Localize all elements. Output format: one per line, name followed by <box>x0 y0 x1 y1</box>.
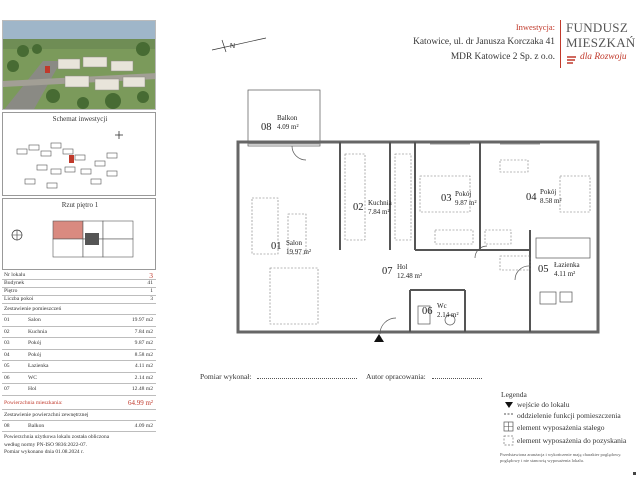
room-08-info <box>277 114 299 132</box>
room-08-label <box>261 117 272 135</box>
room-num: 05 <box>4 363 10 369</box>
room-07-area: 12.48 m² <box>397 272 423 280</box>
page-corner-mark <box>633 472 636 475</box>
row-budynek <box>2 280 156 288</box>
outside-area: 4.09 m2 <box>134 422 153 429</box>
table-row <box>2 327 156 339</box>
note-line-3: Pomiar wykonano dnia 01.08.2024 r. <box>4 449 84 455</box>
room-04-name: Pokój <box>540 188 557 196</box>
room-07-name: Hol <box>397 263 408 271</box>
room-03-area: 9.87 m² <box>455 199 477 207</box>
brand-line-1: FUNDUSZ <box>566 20 629 35</box>
outside-num: 08 <box>4 422 10 429</box>
room-06-name: Wc <box>437 302 447 310</box>
building-label: Budynek <box>4 280 25 286</box>
table-row <box>2 361 156 373</box>
room-area: 8.58 m2 <box>134 351 153 358</box>
table-row <box>2 384 156 396</box>
rooms-count-value: 3 <box>150 296 153 302</box>
optional-element-legend-icon <box>504 436 513 445</box>
legend-symbols <box>503 400 515 450</box>
legend-item-entrance: wejście do lokalu <box>517 400 570 409</box>
investment-label: Inwestycja: <box>515 22 555 32</box>
nr-label: Nr lokalu <box>4 272 26 278</box>
room-05-num: 05 <box>538 264 549 275</box>
outside-header-text: Zestawienie powierzchni zewnętrznej <box>4 411 89 418</box>
room-num: 06 <box>4 374 10 381</box>
row-nr-lokalu <box>2 272 156 280</box>
floor-value: 1 <box>150 288 153 294</box>
investment-company: MDR Katowice 2 Sp. z o.o. <box>450 52 555 62</box>
legend-title: Legenda <box>501 390 527 399</box>
room-04-info <box>540 188 562 206</box>
note-line-1: Powierzchnia użytkowa lokalu została obliczona <box>4 434 110 440</box>
legend-footnote <box>500 452 640 463</box>
total-area-row <box>2 396 156 410</box>
note-line-2: według normy PN-ISO 9836:2022-07. <box>4 441 87 448</box>
room-05-info <box>554 261 580 279</box>
brand-line-2: MIESZKAŃ <box>566 35 636 50</box>
room-04-num: 04 <box>526 192 537 203</box>
site-scheme-title: Schemat inwestycji <box>52 115 108 123</box>
floor-key-plan <box>7 213 153 269</box>
building-value: 41 <box>147 280 153 286</box>
table-row <box>2 338 156 350</box>
north-arrow-icon <box>208 34 270 54</box>
room-06-num: 06 <box>422 306 433 317</box>
measurement-note <box>4 434 156 457</box>
rooms-count-label: Liczba pokoi <box>4 296 34 302</box>
footnote-line-1: Przedstawiona aranżacja i wykończenie mają charakter poglądowy. <box>500 452 622 457</box>
nr-value: 3 <box>149 271 153 280</box>
room-area: 2.14 m2 <box>134 374 153 381</box>
rooms-header-text: Zestawienie pomieszczeń <box>4 306 62 312</box>
measured-by-line <box>257 378 357 379</box>
room-area: 7.84 m2 <box>134 328 153 335</box>
legend-item-fixed: element wyposażenia stałego <box>517 423 605 432</box>
table-row <box>2 421 156 433</box>
room-name: Hol <box>28 386 37 392</box>
table-row <box>2 373 156 385</box>
floor-label: Piętro <box>4 288 18 294</box>
room-08-name: Balkon <box>277 114 298 122</box>
room-name: Salon <box>28 317 41 323</box>
table-row <box>2 315 156 327</box>
room-01-area: 19.97 m² <box>286 248 312 256</box>
room-name: WC <box>28 374 38 381</box>
room-01-name: Salon <box>286 239 302 247</box>
legend-item-divider: oddzielenie funkcji pomieszczenia <box>517 411 621 420</box>
room-02-area: 7.84 m² <box>368 208 390 216</box>
row-pietro <box>2 288 156 296</box>
room-05-name: Łazienka <box>554 261 580 269</box>
room-08-num: 08 <box>261 122 272 133</box>
room-num: 07 <box>4 386 10 392</box>
room-num: 01 <box>4 317 10 323</box>
author-line <box>432 378 482 379</box>
total-area-label: Powierzchnia mieszkania: <box>4 399 63 406</box>
room-area: 19.97 m2 <box>131 317 153 323</box>
author-label: Autor opracowania: <box>366 372 426 381</box>
measured-by-label: Pomiar wykonał: <box>200 372 252 381</box>
room-02-name: Kuchnia <box>368 199 392 207</box>
room-num: 02 <box>4 328 10 335</box>
outside-name: Balkon <box>28 422 45 429</box>
room-name: Pokój <box>28 351 42 358</box>
room-06-info <box>437 302 459 320</box>
room-num: 04 <box>4 351 10 358</box>
room-area: 4.11 m2 <box>134 363 153 369</box>
brand-line-3: dla Rozwoju <box>580 52 627 62</box>
room-05-area: 4.11 m² <box>554 270 576 278</box>
footnote-line-2: poglądowy i nie stanowią wyposażenia lokalu. <box>500 457 584 463</box>
room-03-name: Pokój <box>455 190 472 198</box>
unit-data-table <box>2 272 156 432</box>
entrance-legend-icon <box>505 402 513 408</box>
room-07-info <box>397 263 422 281</box>
room-num: 03 <box>4 340 10 346</box>
room-07-num: 07 <box>382 266 393 277</box>
room-name: Pokój <box>28 340 42 346</box>
svg-text:N: N <box>230 43 236 50</box>
room-03-num: 03 <box>441 193 452 204</box>
room-area: 9.87 m2 <box>134 340 153 346</box>
room-01-num: 01 <box>271 241 282 252</box>
aerial-photo <box>2 20 156 110</box>
room-06-area: 2.14 m² <box>437 311 459 319</box>
room-01-info <box>286 239 311 257</box>
room-area: 12.48 m2 <box>131 386 153 392</box>
site-scheme-map <box>7 125 153 195</box>
room-03-info <box>455 190 477 208</box>
room-name: Kuchnia <box>28 328 47 335</box>
entrance-marker-icon <box>374 334 384 342</box>
outside-section-header <box>2 410 156 421</box>
room-04-area: 8.58 m² <box>540 197 562 205</box>
brand-logo-icon <box>566 55 578 65</box>
floor-key-plan-title: Rzut piętro 1 <box>61 201 99 209</box>
row-liczba-pokoi <box>2 296 156 304</box>
rooms-section-header <box>2 304 156 315</box>
header-divider <box>560 20 561 68</box>
table-row <box>2 350 156 362</box>
floor-key-plan-panel <box>2 198 156 270</box>
investment-address: Katowice, ul. dr Janusza Korczaka 41 <box>413 37 555 47</box>
site-scheme-panel <box>2 112 156 196</box>
room-name: Łazienka <box>28 363 49 369</box>
room-02-num: 02 <box>353 202 364 213</box>
legend-item-optional: element wyposażenia do pozyskania <box>517 436 627 445</box>
room-08-area: 4.09 m² <box>277 123 299 131</box>
total-area-value: 64.99 m² <box>127 398 153 407</box>
room-02-info <box>368 199 392 217</box>
